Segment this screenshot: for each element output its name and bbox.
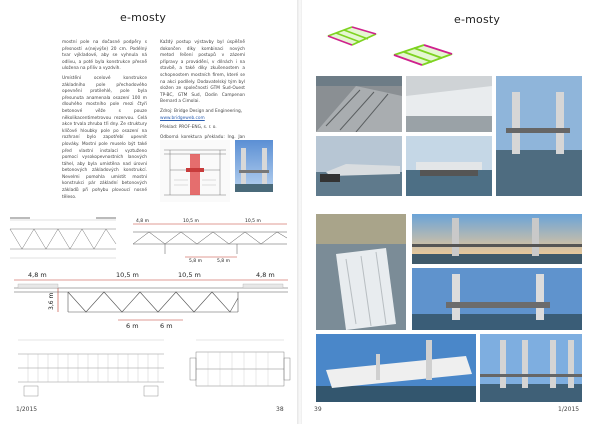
photo-bridge-finished [480, 334, 582, 402]
page-right [302, 0, 600, 424]
photo-floating-deck [406, 136, 492, 196]
photo-barge-tow [316, 136, 402, 196]
col1-paragraph-2: Umístění ocelové konstrukce základního pole přechodového opevnění protilehlé, pole byla přesunuta anamenala osazení 100 m dlouhého mostního pole mezi čtyři betonové věže s pouze několikacentimetrovou rezervou. Celá akce trvala zhruba tři dny. Ze struktury klíčové hloubky pole po osazení na rozhraní bylo zapotřebí upevnit plováky. Mostní pole muselo být také před vlastní instalací vyztuženo pomocí vysokopevnostních lanových táhel, aby byla umístěna nad úrovní betonových základových konstrukcí. Nevelmi pomohla umístit mostní konstrukci pár základní betonových základů při pohybu plovoucí nosné těleso. [62, 75, 147, 200]
col1-paragraph-1: mostní pole na dočasné podpěry s přesností ±(nejvýše) 20 cm. Podélný tvar výkladové, aby se vyhnula ná odlivu, a poté byla konstrukce přesně uložena na přiliv a vyzdvih. [62, 40, 147, 72]
large-dim-5: 3,6 m [48, 292, 55, 310]
plan-drawing-left [16, 334, 166, 402]
col2-paragraph-1: Každý postup výstavby byl úspěšně dokončen díky kombinaci nových metod řešení postupů v zázemí přípravy a provádění, v dílnách i na stavbě, a také díky zkušenostem a schopnostem mostních firem, které se na akci podílely. Dodavatelský tým byl složen ze společnosti GTM Sud-Ouest TP-BC, GTM Sud, Dodin Campenon Bernard a Cimolai. [160, 40, 245, 105]
col2-translation: Překlad: PROF-ENG, s. r. o. [160, 125, 217, 131]
photo-deck-lift-closeup [316, 334, 476, 402]
dimension-section-large [8, 268, 293, 330]
small-dim-2: 10,5 m [183, 219, 199, 224]
col2-proofreading: Odborná korektura překladu: Ing. Jan [160, 134, 245, 140]
article-column-2 [160, 40, 245, 151]
dimension-section-small [125, 214, 295, 264]
small-dim-1: 4,8 m [136, 219, 149, 224]
page-number-right: 39 [314, 406, 322, 413]
dimension-section-small-drawing [125, 214, 295, 264]
small-dim-3: 10,5 m [245, 219, 261, 224]
large-dim-3: 10,5 m [178, 271, 201, 279]
truss-elevation-small [8, 214, 118, 264]
large-dim-4: 4,8 m [256, 271, 275, 279]
photo-towers-sunset [412, 214, 582, 264]
issue-right: 1/2015 [558, 406, 580, 413]
issue-left: 1/2015 [16, 406, 38, 413]
cross-section-drawing [160, 140, 230, 202]
photo-truss-assembly [316, 76, 402, 132]
source-link[interactable]: www.bridgeweb.com [160, 115, 205, 121]
col2-source [160, 109, 245, 122]
photo-deck-closeup [406, 76, 492, 132]
truss-elevation-small-drawing [8, 214, 118, 264]
plan-drawing-right-svg [186, 334, 294, 402]
page-number-left: 38 [276, 406, 284, 413]
large-dim-1: 4,8 m [28, 271, 47, 279]
photo-lift-bridge-river [496, 76, 582, 196]
small-dim-5: 5,8 m [217, 259, 230, 264]
cross-section-figure [160, 140, 230, 202]
truss-3d-diagram-2 [388, 40, 458, 70]
large-dim-6: 6 m [126, 322, 139, 330]
small-dim-4: 5,8 m [189, 259, 202, 264]
logo-right-text: e-mosty [454, 13, 501, 26]
photo-deck-aerial [316, 214, 406, 330]
logo-left [120, 11, 166, 24]
page-left [0, 0, 298, 424]
dimension-section-large-drawing [8, 268, 293, 330]
plan-drawing-right [186, 334, 294, 402]
large-dim-2: 10,5 m [116, 271, 139, 279]
truss-3d-diagram-2-svg [388, 40, 458, 70]
logo-left-text: e-mosty [120, 11, 167, 24]
col2-source-label: Zdroj: Bridge Design and Engineering, [160, 108, 243, 114]
truss-3d-diagram-1-svg [322, 22, 382, 50]
truss-3d-diagram-1 [322, 22, 382, 50]
logo-right [454, 13, 500, 26]
large-dim-7: 6 m [160, 322, 173, 330]
plan-drawing-left-svg [16, 334, 166, 402]
article-column-1 [62, 40, 147, 204]
photo-towers-blue [412, 268, 582, 330]
bridge-towers-photo-small [235, 140, 273, 192]
